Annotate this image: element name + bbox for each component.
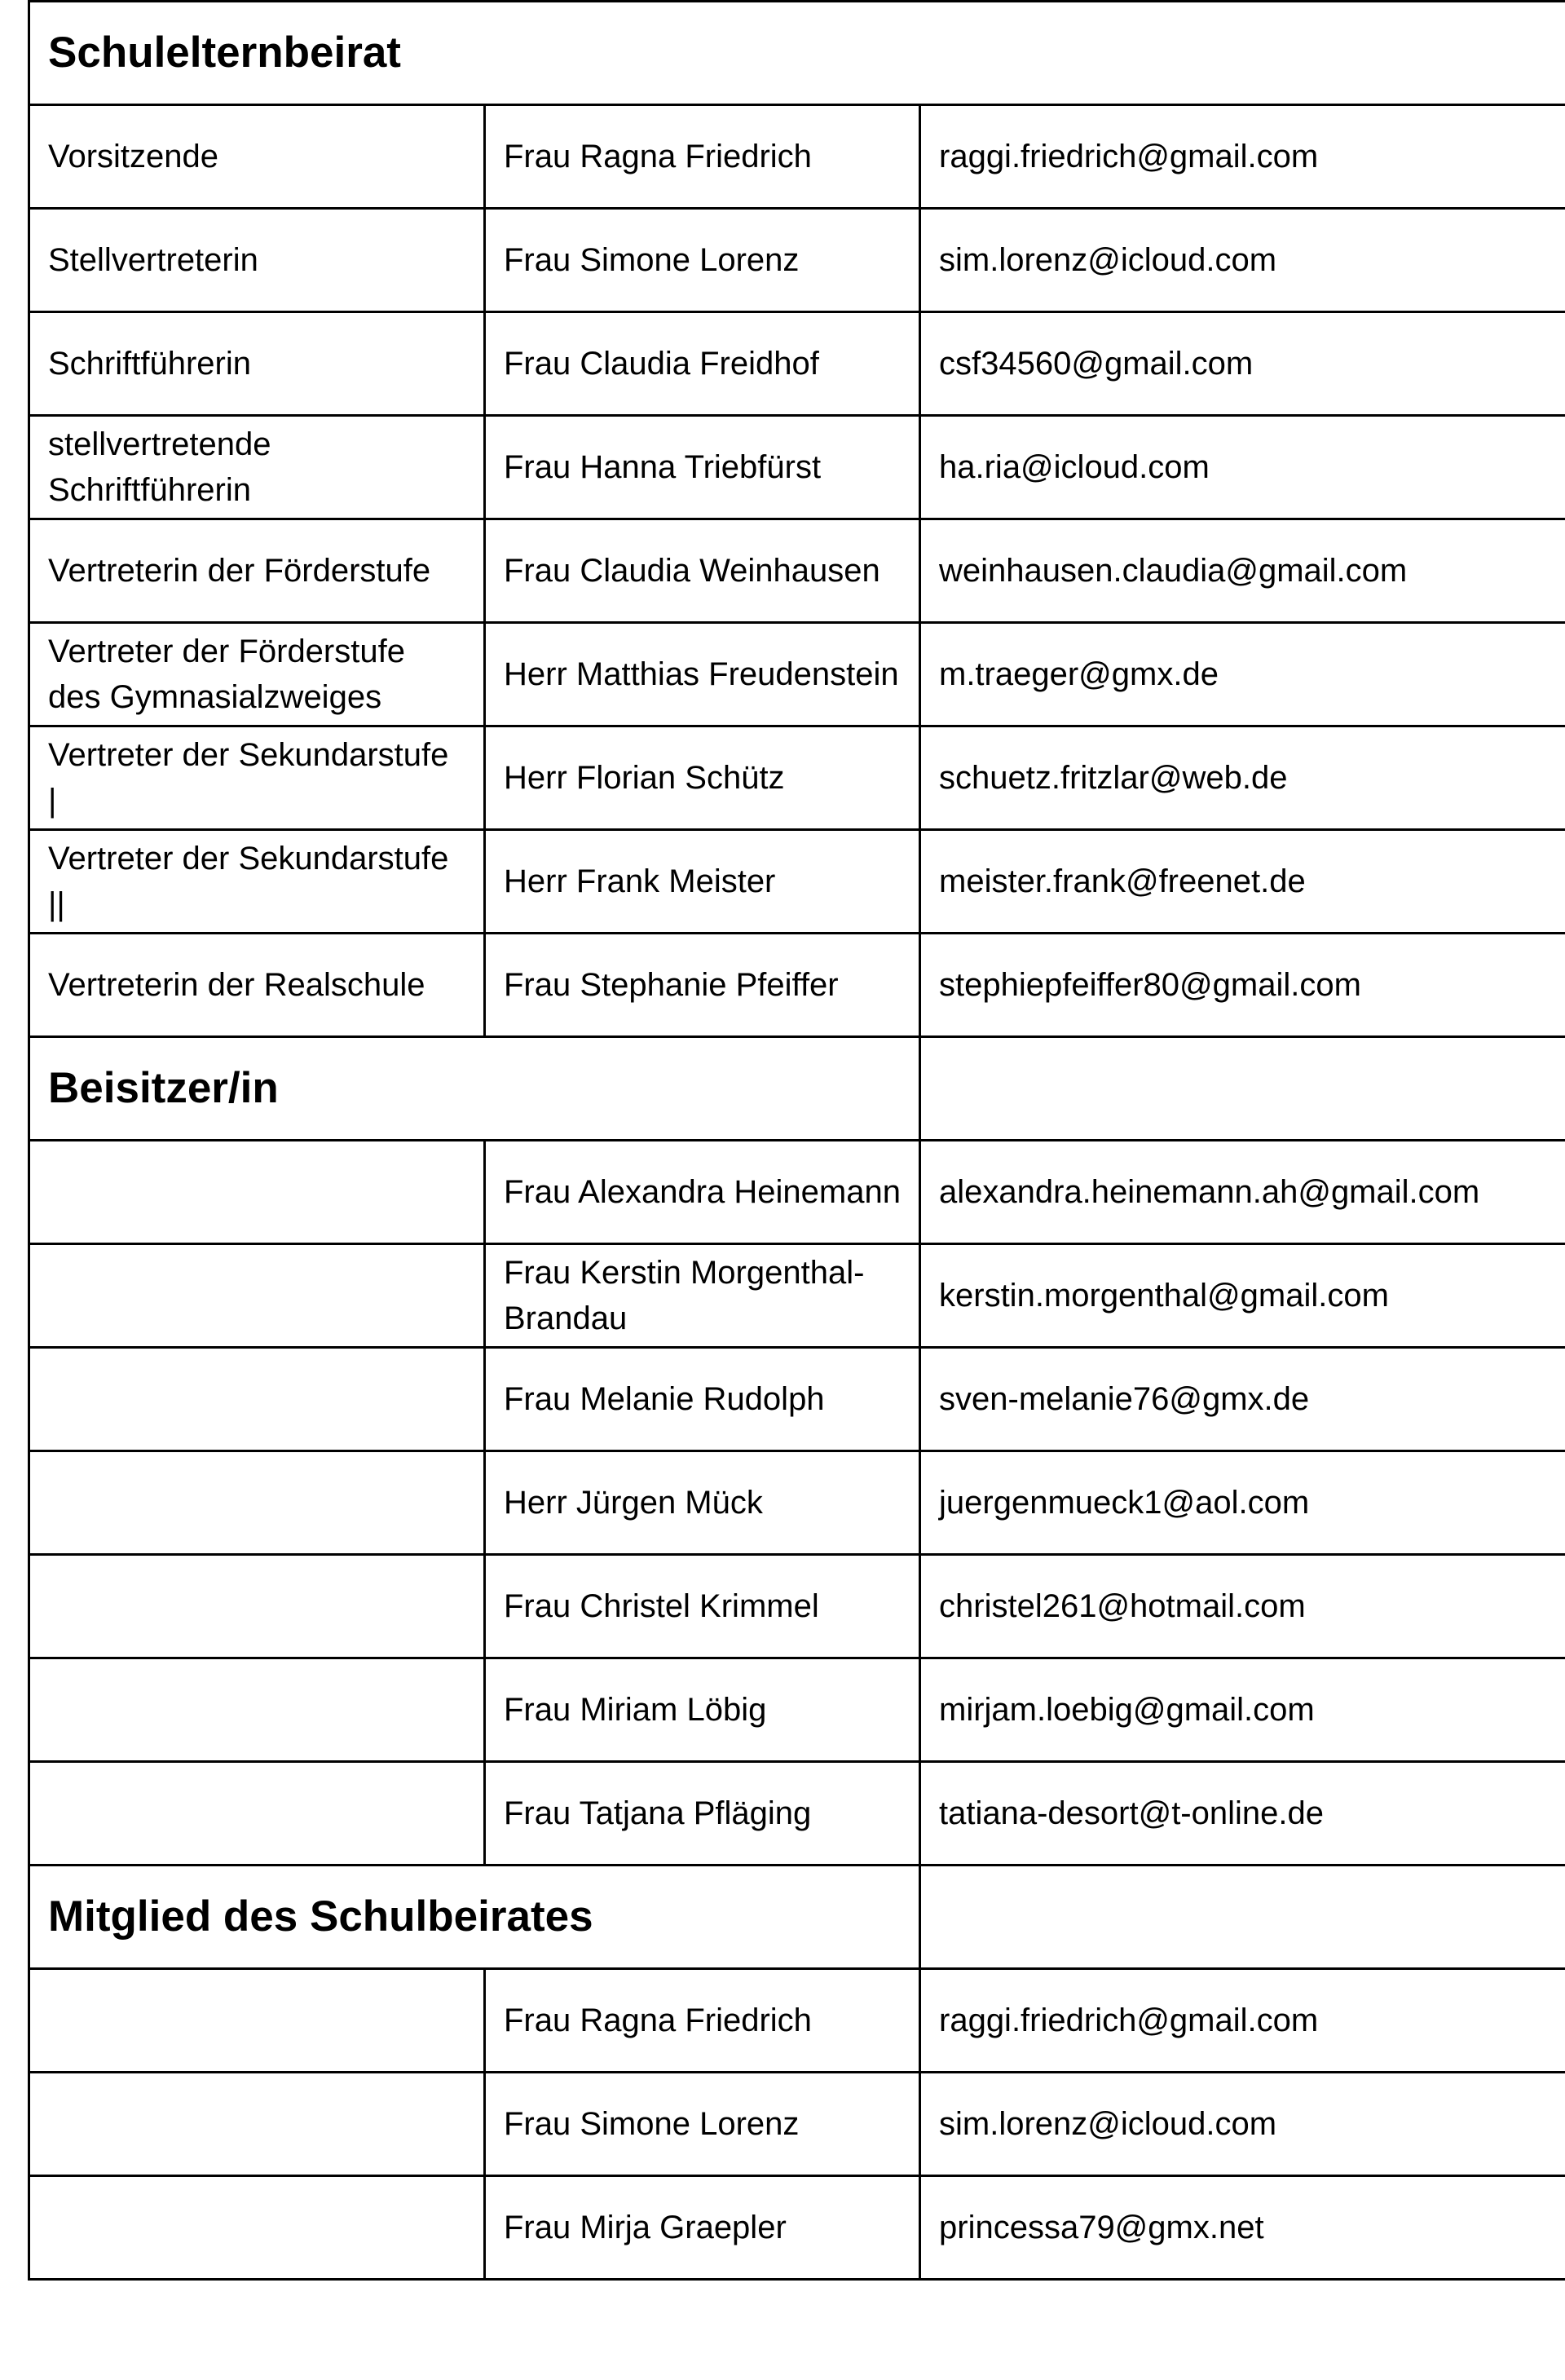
- name-cell: Frau Alexandra Heinemann: [485, 1141, 920, 1244]
- empty-cell: [920, 1037, 1565, 1141]
- role-cell: [29, 1451, 485, 1555]
- name-cell: Frau Tatjana Pfläging: [485, 1762, 920, 1866]
- table-row: [29, 2176, 1565, 2280]
- section-header-row: [29, 2, 1565, 105]
- table-row: [29, 830, 1565, 934]
- name-cell: Frau Ragna Friedrich: [485, 1969, 920, 2073]
- email-cell: raggi.friedrich@gmail.com: [920, 105, 1565, 209]
- role-cell: stellvertretende Schriftführerin: [29, 416, 485, 519]
- name-cell: Herr Matthias Freudenstein: [485, 623, 920, 726]
- section-title: Schulelternbeirat: [29, 2, 1565, 105]
- name-cell: Frau Claudia Weinhausen: [485, 519, 920, 623]
- email-cell: alexandra.heinemann.ah@gmail.com: [920, 1141, 1565, 1244]
- name-cell: Herr Frank Meister: [485, 830, 920, 934]
- name-cell: Frau Simone Lorenz: [485, 209, 920, 312]
- email-cell: stephiepfeiffer80@gmail.com: [920, 934, 1565, 1037]
- table-row: [29, 1762, 1565, 1866]
- name-cell: Frau Stephanie Pfeiffer: [485, 934, 920, 1037]
- email-cell: sim.lorenz@icloud.com: [920, 209, 1565, 312]
- table-row: [29, 2073, 1565, 2176]
- email-cell: kerstin.morgenthal@gmail.com: [920, 1244, 1565, 1348]
- name-cell: Frau Kerstin Morgenthal-Brandau: [485, 1244, 920, 1348]
- name-cell: Frau Miriam Löbig: [485, 1658, 920, 1762]
- empty-cell: [920, 1866, 1565, 1969]
- table-row: [29, 934, 1565, 1037]
- role-cell: [29, 1969, 485, 2073]
- table-row: [29, 1244, 1565, 1348]
- table-row: [29, 1141, 1565, 1244]
- role-cell: Schriftführerin: [29, 312, 485, 416]
- table-row: [29, 1348, 1565, 1451]
- table-row: [29, 1658, 1565, 1762]
- table-row: [29, 726, 1565, 830]
- table-row: [29, 519, 1565, 623]
- table-row: [29, 1451, 1565, 1555]
- table-row: [29, 1555, 1565, 1658]
- role-cell: Vertreterin der Realschule: [29, 934, 485, 1037]
- email-cell: sim.lorenz@icloud.com: [920, 2073, 1565, 2176]
- section-header-row: [29, 1866, 1565, 1969]
- contact-table: [28, 0, 1565, 2281]
- section-header-row: [29, 1037, 1565, 1141]
- name-cell: Frau Melanie Rudolph: [485, 1348, 920, 1451]
- role-cell: Vertreter der Sekundarstufe |: [29, 726, 485, 830]
- role-cell: Vertreterin der Förderstufe: [29, 519, 485, 623]
- role-cell: Vertreter der Sekundarstufe ||: [29, 830, 485, 934]
- table-row: [29, 623, 1565, 726]
- role-cell: [29, 1555, 485, 1658]
- email-cell: weinhausen.claudia@gmail.com: [920, 519, 1565, 623]
- email-cell: christel261@hotmail.com: [920, 1555, 1565, 1658]
- role-cell: [29, 1244, 485, 1348]
- role-cell: [29, 2073, 485, 2176]
- table-row: [29, 105, 1565, 209]
- table-row: [29, 312, 1565, 416]
- role-cell: [29, 1658, 485, 1762]
- name-cell: Frau Ragna Friedrich: [485, 105, 920, 209]
- role-cell: Vertreter der Förderstufe des Gymnasialzweiges: [29, 623, 485, 726]
- role-cell: Stellvertreterin: [29, 209, 485, 312]
- email-cell: raggi.friedrich@gmail.com: [920, 1969, 1565, 2073]
- name-cell: Frau Mirja Graepler: [485, 2176, 920, 2280]
- email-cell: princessa79@gmx.net: [920, 2176, 1565, 2280]
- email-cell: tatiana-desort@t-online.de: [920, 1762, 1565, 1866]
- table-row: [29, 1969, 1565, 2073]
- name-cell: Frau Hanna Triebfürst: [485, 416, 920, 519]
- name-cell: Frau Claudia Freidhof: [485, 312, 920, 416]
- role-cell: [29, 2176, 485, 2280]
- role-cell: Vorsitzende: [29, 105, 485, 209]
- email-cell: csf34560@gmail.com: [920, 312, 1565, 416]
- email-cell: meister.frank@freenet.de: [920, 830, 1565, 934]
- name-cell: Herr Jürgen Mück: [485, 1451, 920, 1555]
- email-cell: ha.ria@icloud.com: [920, 416, 1565, 519]
- email-cell: sven-melanie76@gmx.de: [920, 1348, 1565, 1451]
- name-cell: Herr Florian Schütz: [485, 726, 920, 830]
- email-cell: schuetz.fritzlar@web.de: [920, 726, 1565, 830]
- table-row: [29, 416, 1565, 519]
- table-row: [29, 209, 1565, 312]
- role-cell: [29, 1348, 485, 1451]
- email-cell: juergenmueck1@aol.com: [920, 1451, 1565, 1555]
- section-title: Mitglied des Schulbeirates: [29, 1866, 920, 1969]
- name-cell: Frau Christel Krimmel: [485, 1555, 920, 1658]
- role-cell: [29, 1141, 485, 1244]
- email-cell: m.traeger@gmx.de: [920, 623, 1565, 726]
- section-title: Beisitzer/in: [29, 1037, 920, 1141]
- name-cell: Frau Simone Lorenz: [485, 2073, 920, 2176]
- email-cell: mirjam.loebig@gmail.com: [920, 1658, 1565, 1762]
- role-cell: [29, 1762, 485, 1866]
